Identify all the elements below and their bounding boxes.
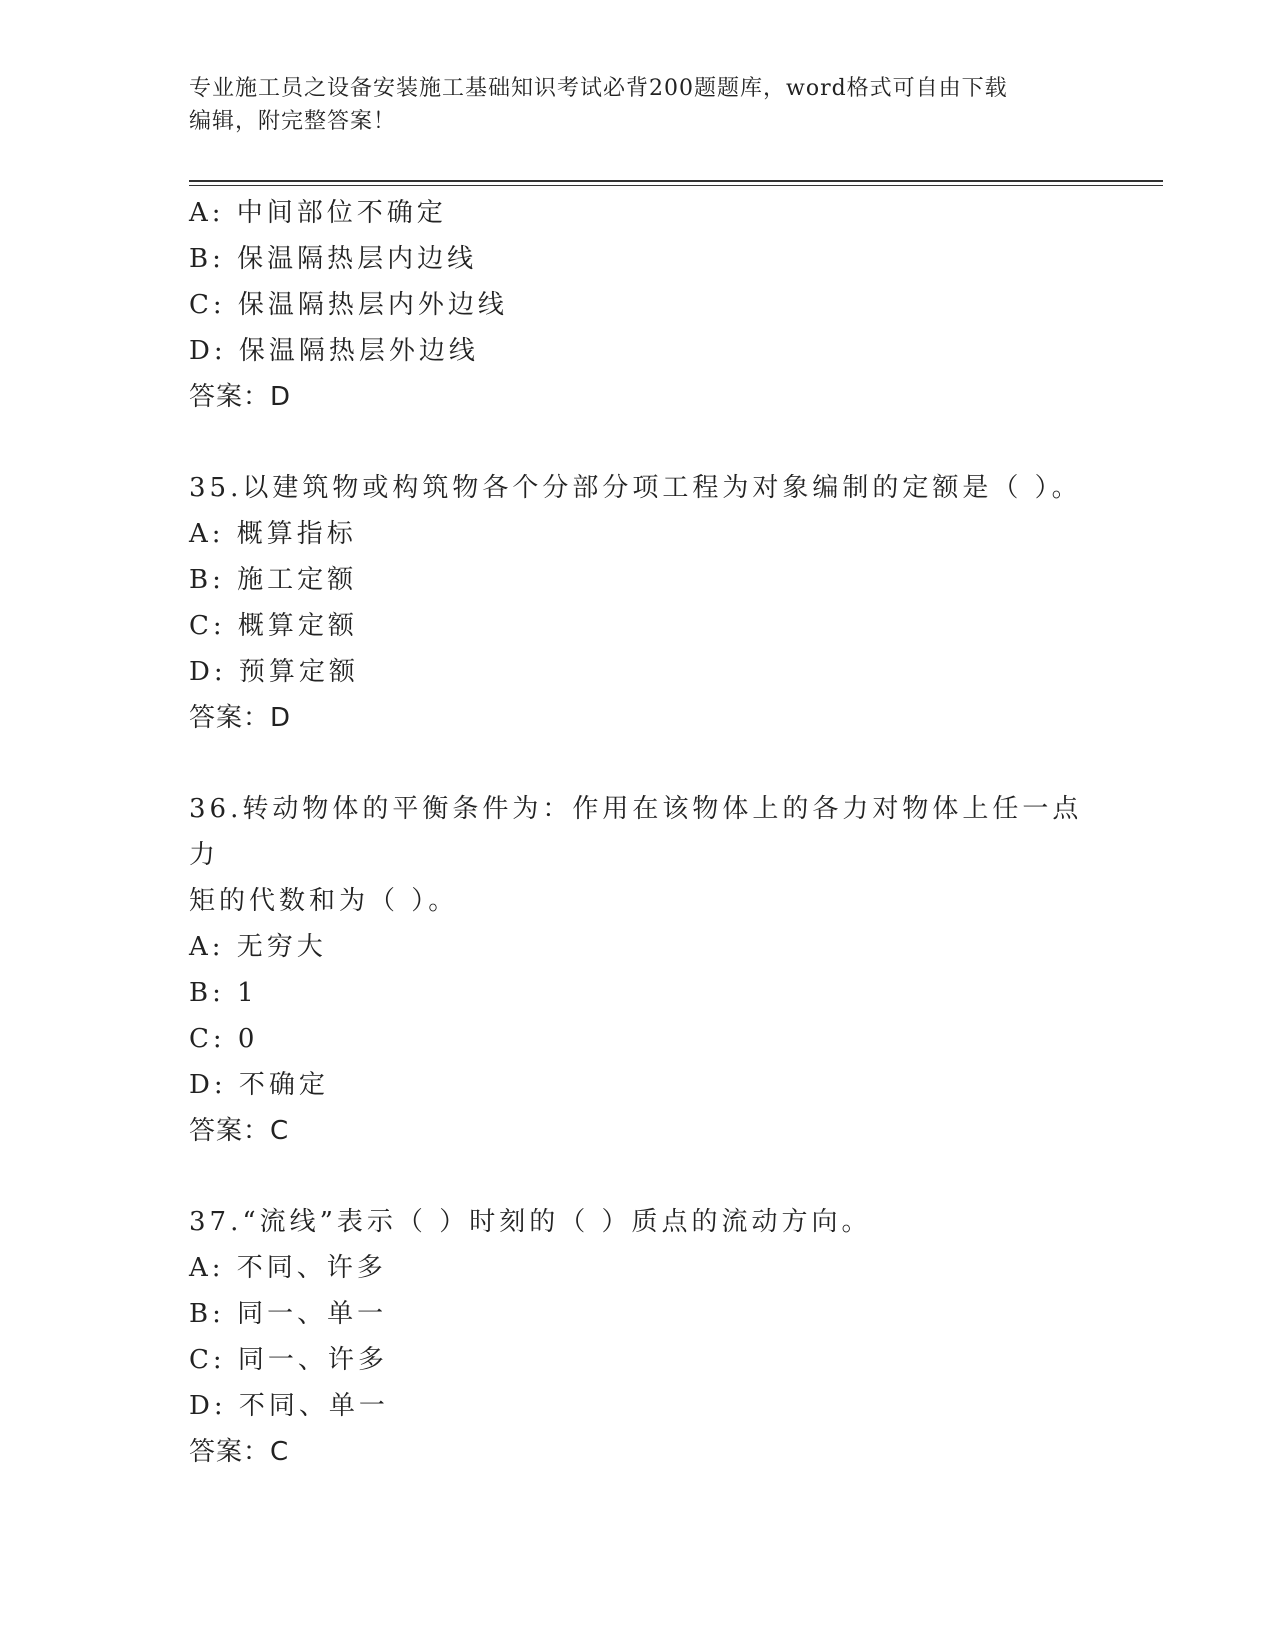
question-35 [189,465,1089,741]
header-divider-thin [189,185,1163,186]
question-text-continued: 矩的代数和为（ ）。 [189,886,459,916]
question-list [189,190,1089,1475]
option-c: C: 同一、许多 [189,1345,388,1375]
option-d: D: 保温隔热层外边线 [189,336,479,366]
answer-line: 答案：C [189,1437,290,1467]
option-d: D: 不确定 [189,1070,329,1100]
spacer [189,420,1089,465]
question-text: 36.转动物体的平衡条件为：作用在该物体上的各力对物体上任一点力 [189,794,1083,870]
option-d: D: 不同、单一 [189,1391,389,1421]
spacer [189,741,1089,786]
header-title-line-2: 编辑，附完整答案！ [189,109,397,134]
document-header [189,72,1089,138]
option-a: A: 概算指标 [189,519,357,549]
spacer [189,1154,1089,1199]
question-text: 37.“流线”表示（ ）时刻的（ ）质点的流动方向。 [189,1207,872,1237]
header-divider-thick [189,180,1163,182]
option-a: A: 不同、许多 [189,1253,387,1283]
question-fragment [189,190,1089,420]
option-a: A: 无穷大 [189,932,327,962]
answer-line: 答案：D [189,382,292,412]
option-c: C: 0 [189,1024,259,1054]
question-37 [189,1199,1089,1475]
option-b: B: 保温隔热层内边线 [189,244,478,274]
question-text: 35.以建筑物或构筑物各个分部分项工程为对象编制的定额是（ ）。 [189,473,1082,503]
option-c: C: 概算定额 [189,611,358,641]
option-d: D: 预算定额 [189,657,359,687]
option-b: B: 同一、单一 [189,1299,388,1329]
question-36 [189,786,1089,1154]
option-b: B: 1 [189,978,258,1008]
option-c: C: 保温隔热层内外边线 [189,290,508,320]
option-b: B: 施工定额 [189,565,358,595]
answer-line: 答案：D [189,703,292,733]
option-a: A: 中间部位不确定 [189,198,447,228]
answer-line: 答案：C [189,1116,290,1146]
header-title-line-1: 专业施工员之设备安装施工基础知识考试必背200题题库，word格式可自由下载 [189,76,1008,101]
